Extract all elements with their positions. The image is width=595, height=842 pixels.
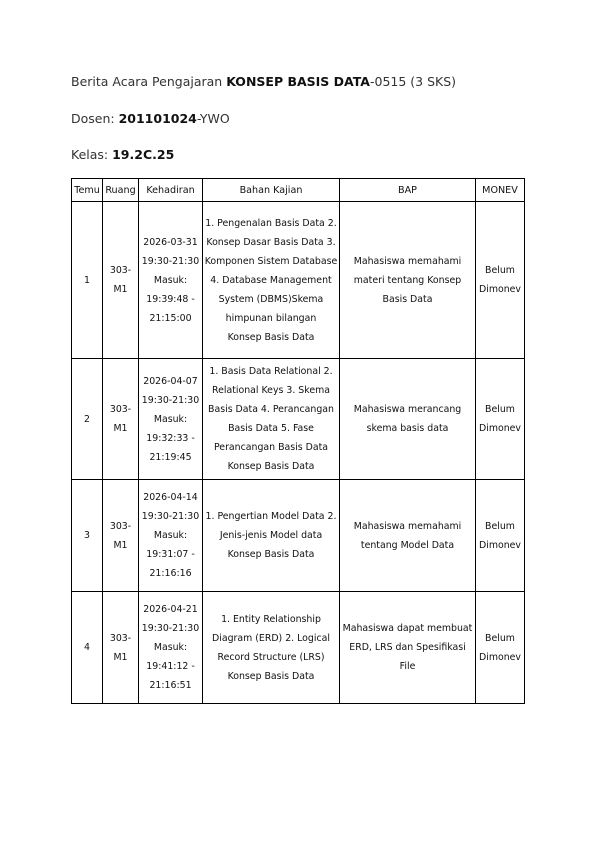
column-header-ruang: Ruang xyxy=(103,179,139,202)
kehadiran-date: 2026-04-21 19:30-21:30 xyxy=(141,604,200,634)
bahan-text: 1. Pengenalan Basis Data 2. Konsep Dasar Basis Data 3. Komponen Sistem Database 4. Database Management System (DBMS)Skema himpunan bilangan xyxy=(204,217,338,324)
course-title-line xyxy=(71,74,456,89)
cell-ruang: 303-M1 xyxy=(103,202,139,359)
course-prefix: Berita Acara Pengajaran xyxy=(71,74,227,89)
course-suffix: -0515 (3 SKS) xyxy=(369,74,457,89)
table-row xyxy=(72,592,525,704)
cell-ruang: 303-M1 xyxy=(103,359,139,480)
cell-monev: Belum Dimonev xyxy=(476,480,525,592)
kehadiran-time: 19:32:33 - 21:19:45 xyxy=(146,432,195,463)
kehadiran-masuk: Masuk: xyxy=(153,274,188,286)
table-row xyxy=(72,202,525,359)
lecturer-id: 201101024 xyxy=(118,111,197,126)
cell-kehadiran xyxy=(139,480,203,592)
kehadiran-time: 19:39:48 - 21:15:00 xyxy=(146,293,195,324)
bahan-text: 1. Entity Relationship Diagram (ERD) 2. Logical Record Structure (LRS) xyxy=(212,613,330,663)
column-header-bap: BAP xyxy=(340,179,476,202)
cell-bahan-kajian xyxy=(203,592,340,704)
bahan-ref: Konsep Basis Data xyxy=(227,331,315,343)
bahan-ref: Konsep Basis Data xyxy=(227,670,315,682)
kehadiran-date: 2026-04-14 19:30-21:30 xyxy=(141,492,200,522)
kehadiran-date: 2026-04-07 19:30-21:30 xyxy=(141,375,200,406)
cell-kehadiran xyxy=(139,202,203,359)
cell-bap: Mahasiswa dapat membuat ERD, LRS dan Spesifikasi File xyxy=(340,592,476,704)
cell-temu: 3 xyxy=(72,480,103,592)
lecturer-line xyxy=(71,111,230,126)
bahan-text: 1. Pengertian Model Data 2. Jenis-jenis Model data xyxy=(205,511,337,541)
table-row xyxy=(72,359,525,480)
cell-kehadiran xyxy=(139,359,203,480)
column-header-monev: MONEV xyxy=(476,179,525,202)
attendance-table xyxy=(71,178,525,704)
cell-monev: Belum Dimonev xyxy=(476,359,525,480)
cell-bap: Mahasiswa memahami materi tentang Konsep Basis Data xyxy=(340,202,476,359)
bahan-ref: Konsep Basis Data xyxy=(227,549,315,560)
cell-monev: Belum Dimonev xyxy=(476,202,525,359)
lecturer-suffix: -YWO xyxy=(196,111,230,126)
class-prefix: Kelas: xyxy=(71,147,113,162)
lecturer-prefix: Dosen: xyxy=(71,111,119,126)
table-header-row xyxy=(72,179,525,202)
kehadiran-time: 19:41:12 - 21:16:51 xyxy=(146,661,195,691)
class-line xyxy=(71,147,174,162)
cell-temu: 1 xyxy=(72,202,103,359)
cell-ruang: 303-M1 xyxy=(103,480,139,592)
column-header-kehadiran: Kehadiran xyxy=(139,179,203,202)
class-name: 19.2C.25 xyxy=(112,147,175,162)
bahan-ref: Konsep Basis Data xyxy=(227,461,315,472)
cell-ruang: 303-M1 xyxy=(103,592,139,704)
cell-bahan-kajian xyxy=(203,202,340,359)
kehadiran-masuk: Masuk: xyxy=(153,642,188,653)
cell-bahan-kajian xyxy=(203,480,340,592)
cell-bap: Mahasiswa merancang skema basis data xyxy=(340,359,476,480)
column-header-bahan-kajian: Bahan Kajian xyxy=(203,179,340,202)
kehadiran-masuk: Masuk: xyxy=(153,413,188,425)
bahan-text: 1. Basis Data Relational 2. Relational Keys 3. Skema Basis Data 4. Perancangan Basis Data 5. Fase Perancangan Basis Data xyxy=(208,366,334,453)
cell-temu: 2 xyxy=(72,359,103,480)
cell-monev: Belum Dimonev xyxy=(476,592,525,704)
kehadiran-time: 19:31:07 - 21:16:16 xyxy=(146,549,195,579)
kehadiran-date: 2026-03-31 19:30-21:30 xyxy=(141,236,200,267)
course-name: KONSEP BASIS DATA xyxy=(226,74,370,89)
cell-bap: Mahasiswa memahami tentang Model Data xyxy=(340,480,476,592)
column-header-temu: Temu xyxy=(72,179,103,202)
cell-temu: 4 xyxy=(72,592,103,704)
cell-kehadiran xyxy=(139,592,203,704)
kehadiran-masuk: Masuk: xyxy=(153,530,188,541)
cell-bahan-kajian xyxy=(203,359,340,480)
table-row xyxy=(72,480,525,592)
